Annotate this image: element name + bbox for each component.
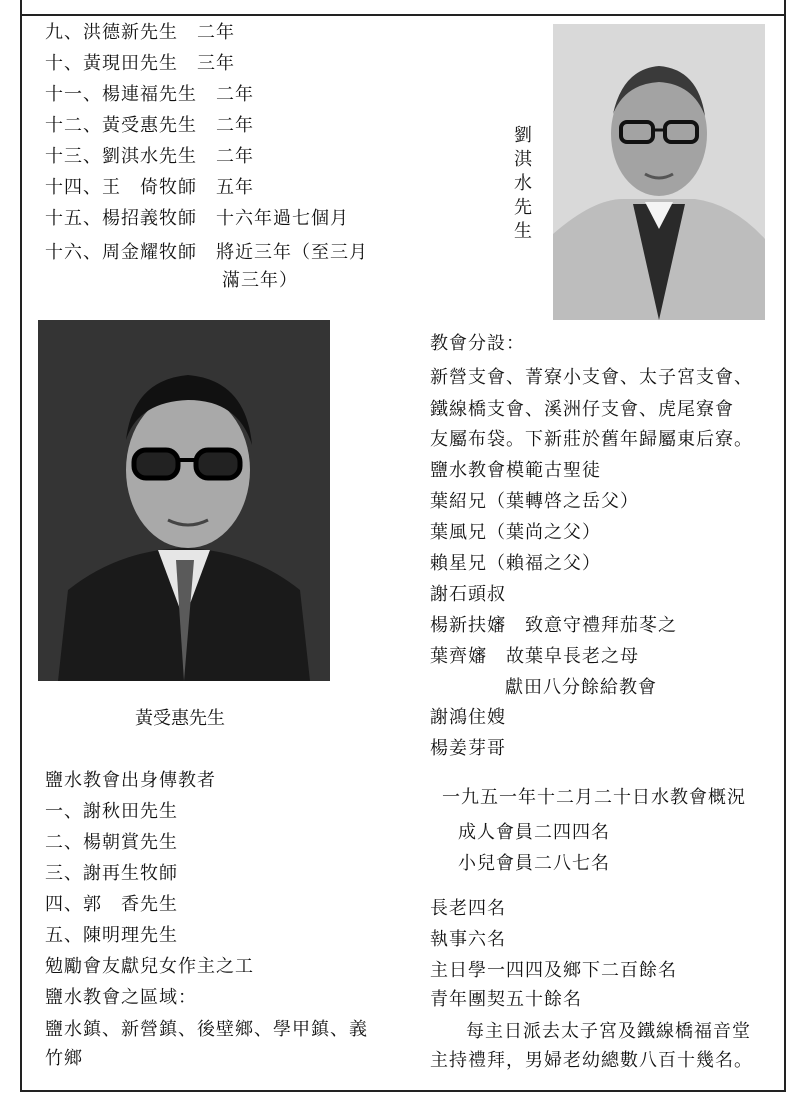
photo-caption-right: 劉淇水先生 [511, 125, 532, 245]
photo-caption-left: 黃受惠先生 [135, 708, 225, 729]
saint-line: 謝鴻住嫂 [430, 707, 506, 728]
evangelists-heading: 鹽水教會出身傳教者 [45, 770, 216, 791]
pastor-line: 滿三年） [222, 270, 298, 291]
saint-line: 楊新扶嬸 致意守禮拜茄苳之 [430, 615, 677, 636]
evangelist-line: 五、陳明理先生 [45, 925, 178, 946]
pastor-line: 十四、王 倚牧師 五年 [45, 177, 254, 198]
pastor-line: 十二、黃受惠先生 二年 [45, 115, 254, 136]
officer-line: 執事六名 [430, 929, 506, 950]
region-line: 鹽水鎮、新營鎮、後壁鄉、學甲鎮、義 [45, 1019, 368, 1040]
pastor-line: 十一、楊連福先生 二年 [45, 84, 254, 105]
portrait-photo-right [553, 24, 765, 320]
evangelist-line: 一、謝秋田先生 [45, 801, 178, 822]
officer-line: 長老四名 [430, 898, 506, 919]
service-line: 主持禮拜，男婦老幼總數八百十幾名。 [430, 1050, 753, 1071]
officer-line: 青年團契五十餘名 [430, 989, 582, 1010]
top-rule [20, 14, 786, 16]
pastor-line: 十五、楊招義牧師 十六年過七個月 [45, 208, 349, 229]
encourage-line: 勉勵會友獻兒女作主之工 [45, 956, 254, 977]
officer-line: 主日學一四四及鄉下二百餘名 [430, 960, 677, 981]
pastor-line: 九、洪德新先生 二年 [45, 22, 235, 43]
evangelist-line: 二、楊朝賞先生 [45, 832, 178, 853]
portrait-photo-left [38, 320, 330, 681]
saint-line: 葉齊嬸 故葉皁長老之母 [430, 646, 639, 667]
stats-line: 小兒會員二八七名 [458, 853, 610, 874]
branch-line: 鐵線橋支會、溪洲仔支會、虎尾寮會 [430, 399, 734, 420]
evangelist-line: 四、郭 香先生 [45, 894, 178, 915]
pastor-line: 十、黃現田先生 三年 [45, 53, 235, 74]
saint-line: 葉紹兄（葉轉啓之岳父） [430, 491, 639, 512]
pastor-line: 十六、周金耀牧師 將近三年（至三月 [45, 242, 368, 263]
branch-heading: 教會分設： [430, 333, 525, 354]
saint-line: 獻田八分餘給教會 [505, 677, 657, 698]
branch-line: 新營支會、菁寮小支會、太子宮支會、 [430, 367, 753, 388]
saint-line: 賴星兄（賴福之父） [430, 553, 601, 574]
region-line: 竹鄉 [45, 1048, 83, 1069]
saint-line: 謝石頭叔 [430, 584, 506, 605]
saints-heading: 鹽水教會模範古聖徒 [430, 460, 601, 481]
region-heading: 鹽水教會之區域： [45, 987, 197, 1008]
stats-heading: 一九五一年十二月二十日水教會概況 [442, 787, 746, 808]
saint-line: 楊姜芽哥 [430, 738, 506, 759]
branch-line: 友屬布袋。下新莊於舊年歸屬東后寮。 [430, 429, 753, 450]
evangelist-line: 三、謝再生牧師 [45, 863, 178, 884]
service-line: 每主日派去太子宮及鐵線橋福音堂 [466, 1021, 751, 1042]
stats-line: 成人會員二四四名 [458, 822, 610, 843]
saint-line: 葉風兄（葉尚之父） [430, 522, 601, 543]
pastor-line: 十三、劉淇水先生 二年 [45, 146, 254, 167]
